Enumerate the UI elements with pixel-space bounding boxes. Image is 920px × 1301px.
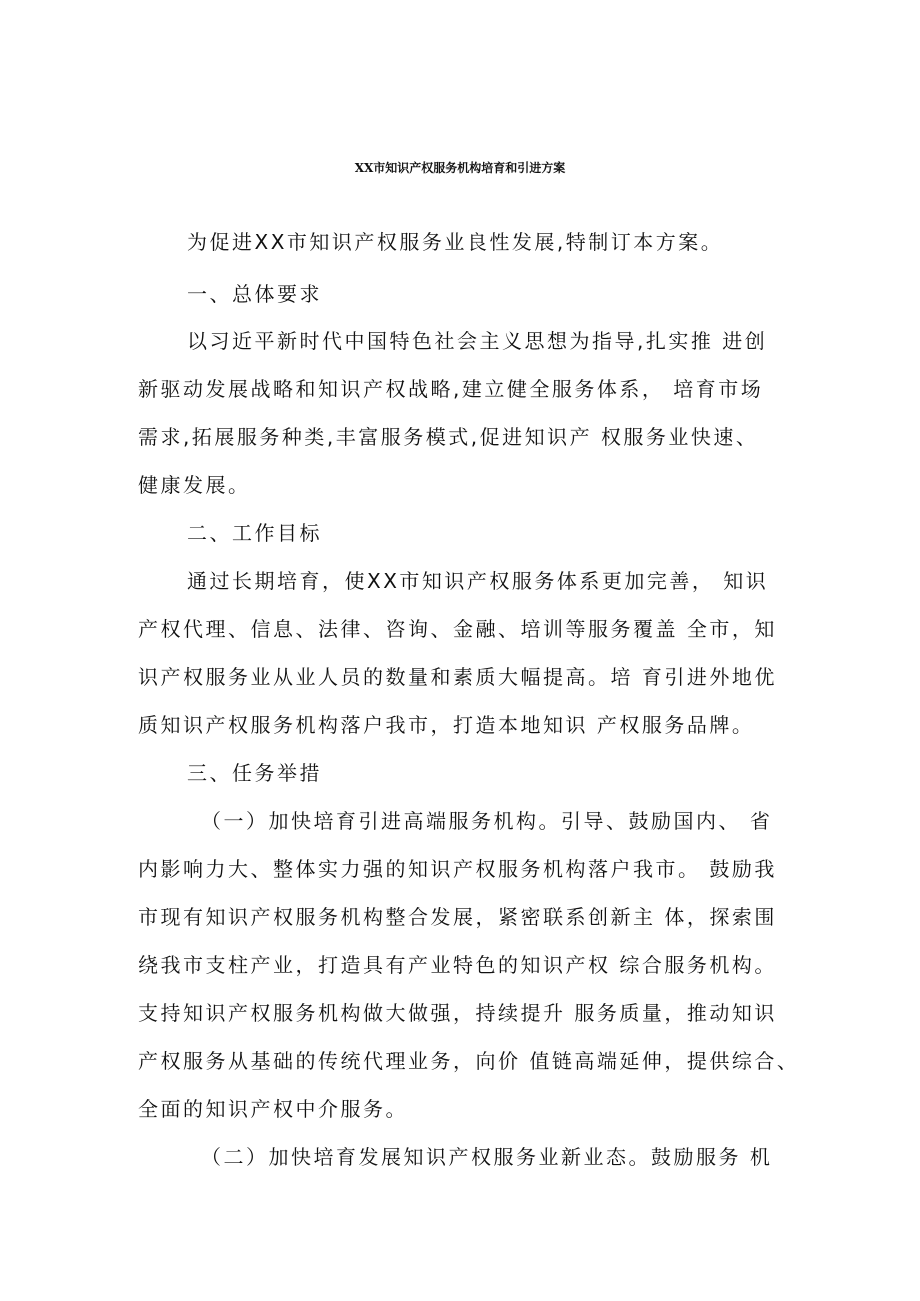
paragraph-line: 质知识产权服务机构落户我市，打造本地知识 产权服务品牌。 (138, 713, 755, 737)
heading-general-requirements: 一、总体要求 (187, 282, 322, 306)
paragraph-line: 绕我市支柱产业，打造具有产业特色的知识产权 综合服务机构。 (138, 953, 777, 977)
paragraph-line: 市现有知识产权服务机构整合发展，紧密联系创新主 体，探索围 (138, 905, 777, 929)
paragraph-line: 新驱动发展战略和知识产权战略,建立健全服务体系， 培育市场 (138, 377, 764, 401)
paragraph-line: （一）加快培育引进高端服务机构。引导、鼓励国内、 省 (201, 809, 773, 833)
paragraph-intro: 为促进XX市知识产权服务业良性发展,特制订本方案。 (187, 230, 724, 254)
paragraph-line: 识产权服务业从业人员的数量和素质大幅提高。培 育引进外地优 (138, 665, 777, 689)
paragraph-line: 产权服务从基础的传统代理业务，向价 值链高端延伸，提供综合、 (138, 1049, 800, 1073)
paragraph-line: 健康发展。 (138, 473, 251, 497)
paragraph-line: 以习近平新时代中国特色社会主义思想为指导,扎实推 进创 (187, 329, 768, 353)
paragraph-line: 通过长期培育，使XX市知识产权服务体系更加完善， 知识 (187, 569, 769, 593)
paragraph-line: 产权代理、信息、法律、咨询、金融、培训等服务覆盖 全市，知 (138, 617, 777, 641)
heading-tasks-measures: 三、任务举措 (187, 761, 322, 785)
paragraph-line: 全面的知识产权中介服务。 (138, 1097, 408, 1121)
paragraph-line: 内影响力大、整体实力强的知识产权服务机构落户我市。 鼓励我 (138, 857, 777, 881)
heading-work-goals: 二、工作目标 (187, 521, 322, 545)
paragraph-line: 需求,拓展服务种类,丰富服务模式,促进知识产 权服务业快速、 (138, 425, 759, 449)
paragraph-line: 支持知识产权服务机构做大做强，持续提升 服务质量，推动知识 (138, 1001, 777, 1025)
paragraph-line: （二）加快培育发展知识产权服务业新业态。鼓励服务 机 (201, 1145, 773, 1169)
document-title: XX市知识产权服务机构培育和引进方案 (354, 161, 566, 176)
